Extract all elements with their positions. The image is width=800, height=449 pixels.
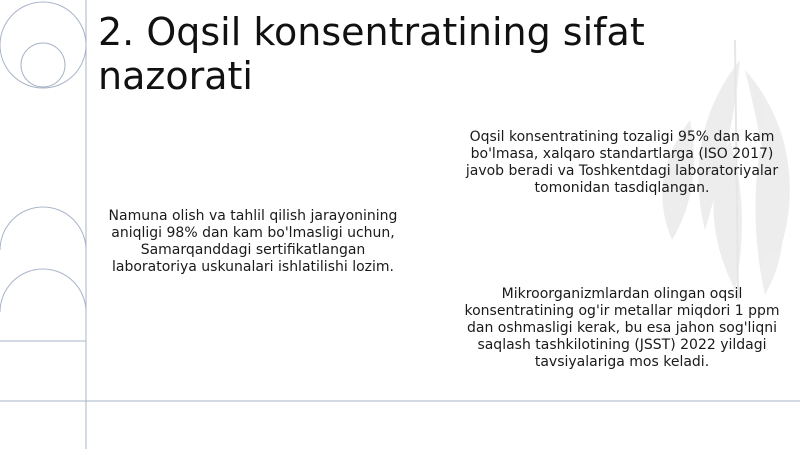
slide-title: 2. Oqsil konsentratining sifat nazorati <box>98 10 645 98</box>
right-top-text-block: Oqsil konsentratining tozaligi 95% dan kam bo'lmasa, xalqaro standartlarga (ISO 2017) javob beradi va Toshkentdagi laboratoriyalar tomonidan tasdiqlangan. <box>465 129 779 196</box>
arch-lower-outline <box>0 269 86 312</box>
arch-upper-outline <box>0 207 86 250</box>
small-circle-outline <box>21 43 65 87</box>
left-text-block: Namuna olish va tahlil qilish jarayonining aniqligi 98% dan kam bo'lmasligi uchun, Samarqanddagi sertifikatlangan laboratoriya uskunalari ishlatilishi lozim. <box>108 208 398 275</box>
right-bottom-text-block: Mikroorganizmlardan olingan oqsil konsentratining og'ir metallar miqdori 1 ppm dan oshmasligi kerak, bu esa jahon sog'liqni saqlash tashkilotining (JSST) 2022 yildagi tavsiyalariga mos keladi. <box>464 286 780 370</box>
large-circle-outline <box>0 2 86 88</box>
